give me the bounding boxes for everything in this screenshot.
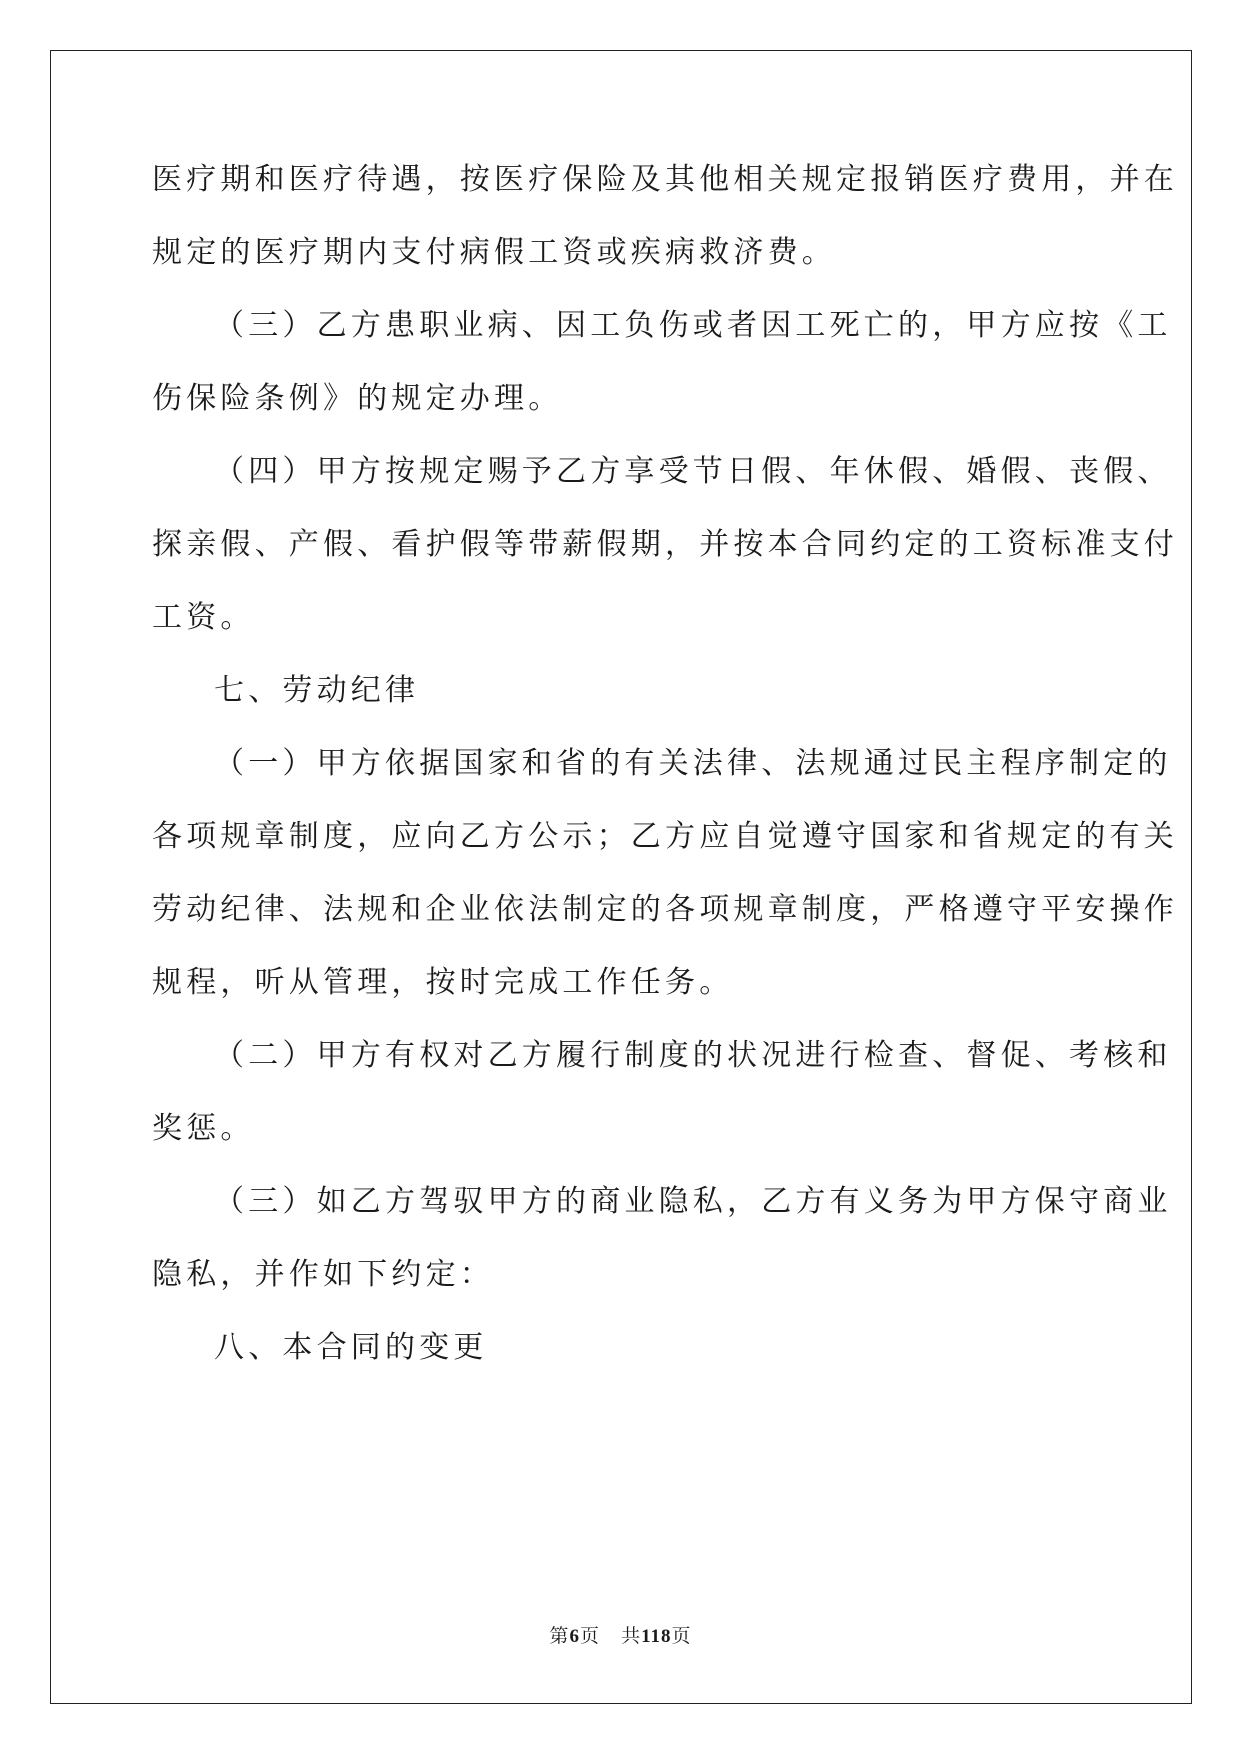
body-line-12: 规程，听从管理，按时完成工作任务。 [152, 965, 734, 1000]
footer-total-prefix: 共 [621, 1625, 642, 1647]
total-page-count: 118 [641, 1626, 672, 1647]
page-border [50, 50, 1192, 1704]
body-line-5: （四）甲方按规定赐予乙方享受节日假、年休假、婚假、丧假、 [214, 454, 1172, 489]
section-heading-8: 八、本合同的变更 [214, 1330, 488, 1365]
footer-prefix: 第 [549, 1625, 570, 1647]
body-line-3: （三）乙方患职业病、因工负伤或者因工死亡的，甲方应按《工 [214, 308, 1172, 343]
body-line-15: （三）如乙方驾驭甲方的商业隐私，乙方有义务为甲方保守商业 [214, 1184, 1172, 1219]
body-line-9: （一）甲方依据国家和省的有关法律、法规通过民主程序制定的 [214, 746, 1172, 781]
body-line-16: 隐私，并作如下约定： [152, 1257, 494, 1292]
body-line-4: 伤保险条例》的规定办理。 [152, 381, 563, 416]
body-line-1: 医疗期和医疗待遇，按医疗保险及其他相关规定报销医疗费用，并在 [152, 162, 1178, 197]
footer-total-unit: 页 [671, 1625, 692, 1647]
section-heading-7: 七、劳动纪律 [214, 673, 420, 708]
body-line-11: 劳动纪律、法规和企业依法制定的各项规章制度，严格遵守平安操作 [152, 892, 1178, 927]
body-line-6: 探亲假、产假、看护假等带薪假期，并按本合同约定的工资标准支付 [152, 527, 1178, 562]
page-footer [0, 1624, 1241, 1649]
body-line-7: 工资。 [152, 600, 255, 635]
footer-page-unit: 页 [579, 1625, 600, 1647]
body-line-2: 规定的医疗期内支付病假工资或疾病救济费。 [152, 235, 836, 270]
current-page-number: 6 [569, 1626, 580, 1647]
body-line-13: （二）甲方有权对乙方履行制度的状况进行检查、督促、考核和 [214, 1038, 1172, 1073]
body-line-10: 各项规章制度，应向乙方公示；乙方应自觉遵守国家和省规定的有关 [152, 819, 1178, 854]
body-line-14: 奖惩。 [152, 1111, 255, 1146]
